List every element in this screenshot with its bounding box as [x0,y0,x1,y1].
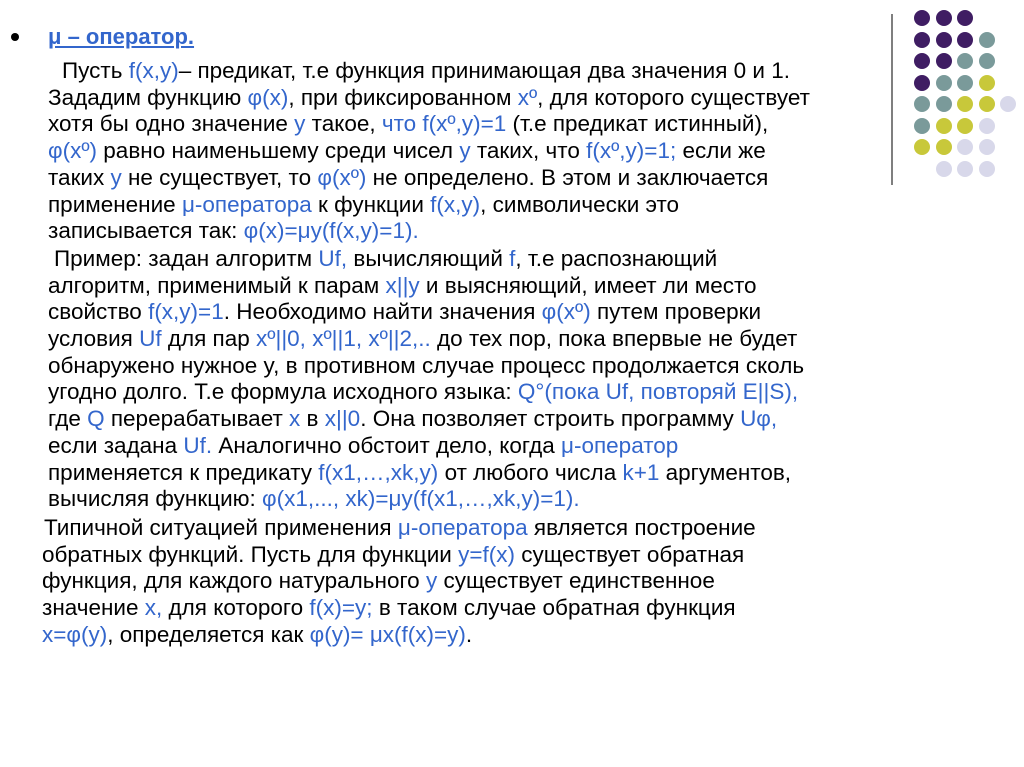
body-text: – предикат, т.е функция принимающая два значения 0 и 1. [178,58,790,83]
body-text: таких [48,164,111,190]
decorative-dot [914,118,930,134]
text-line [42,568,715,595]
body-text: Пусть [62,58,129,83]
text-line [48,326,797,353]
body-text: алгоритм, применимый к парам [48,272,386,298]
formula-text: μ-оператора [181,191,312,217]
body-text: , т.е распознающий [515,245,718,271]
text-line [42,542,744,569]
decorative-dot [936,32,952,48]
text-line [48,138,766,165]
body-text: угодно долго. Т.е формула исходного языка: [48,379,518,405]
text-line [54,246,717,273]
formula-text: x||y [385,272,420,298]
body-text: для пар [161,326,257,351]
slide-title: μ – оператор. [48,24,195,49]
decorative-dot [957,32,973,48]
decorative-dot [936,139,952,155]
formula-text: φ(y)= μx(f(x)=y) [309,621,466,647]
body-text: для которого [162,595,310,620]
body-text: свойство [48,299,149,325]
decorative-dot [979,161,995,177]
formula-text: f(x,y)=1 [148,299,224,325]
body-text: если же [676,138,766,164]
text-line [48,406,777,433]
formula-text: φ(x1,..., xk)=μy(f(x1,…,xk,y)=1). [262,486,580,512]
decorative-dot [914,32,930,48]
formula-text: μ-оператора [397,514,528,540]
body-text: . Она позволяет строить программу [360,406,741,432]
formula-text: Uφ, [740,406,778,432]
body-text: существует обратная [514,541,745,567]
text-line [44,515,756,542]
text-line [48,218,419,245]
body-text: , определяется как [107,621,310,647]
body-text: Пример: задан алгоритм [54,245,319,271]
formula-text: φ(xº) [48,138,98,164]
decorative-dot [914,75,930,91]
body-text: функция, для каждого натурального [42,568,426,594]
decorative-dot [979,139,995,155]
body-text: аргументов, [659,459,792,485]
decorative-dot [936,10,952,26]
formula-text: xº [517,84,538,110]
body-text: существует единственное [437,568,715,594]
body-text: Зададим функцию [48,84,248,110]
body-text: (т.е предикат истинный), [506,111,769,137]
decorative-dot [957,96,973,112]
formula-text: y [459,138,471,164]
decorative-dot [936,75,952,91]
formula-text: x [289,406,301,432]
decorative-dot [979,118,995,134]
body-text: обратных функций. Пусть для функции [42,541,459,567]
text-line [48,379,798,406]
body-text: , при фиксированном [288,84,518,110]
text-line [48,460,791,487]
decorative-dot [914,10,930,26]
text-line [48,433,678,460]
formula-text: f(x1,…,xk,y) [318,459,439,485]
title-row [0,24,900,54]
decorative-dot [1000,96,1016,112]
body-text: хотя бы одно значение [48,111,295,137]
body-text: в [300,406,325,432]
formula-text: y [110,164,122,190]
formula-text: φ(xº) [541,299,591,325]
body-text: где [48,406,88,432]
body-text: обнаружено нужное y, в противном случае процесс продолжается сколь [48,352,805,378]
text-line [48,192,679,219]
formula-text: f(x)=y; [309,595,373,620]
decorative-dot [979,75,995,91]
text-line [42,622,472,649]
decorative-dot [957,10,973,26]
formula-text: xº||0, xº||1, xº||2,.. [256,326,431,351]
body-text: , для которого существует [537,84,810,110]
body-text: , символически это [480,191,680,217]
body-text: и выясняющий, имеет ли место [419,272,757,298]
decorative-dot-grid [914,10,1024,170]
formula-text: x, [144,595,163,620]
decorative-dot [957,53,973,69]
body-text: в таком случае обратная функция [372,595,736,620]
formula-text: что f(xº,y)=1 [381,111,507,137]
text-line [48,85,810,112]
decorative-dot [914,96,930,112]
formula-text: f(x,y) [430,191,481,217]
formula-text: x=φ(y) [42,621,108,647]
formula-text: Q°(пока Uf, повторяй E||S), [517,379,799,405]
text-line [42,595,736,622]
formula-text: y=f(x) [458,541,515,567]
body-text: путем проверки [590,299,762,325]
body-text: к функции [311,191,431,217]
decorative-dot [979,32,995,48]
body-text: такое, [305,111,382,137]
body-text: не существует, то [121,164,318,190]
decorative-dot [936,118,952,134]
decorative-dot [957,75,973,91]
formula-text: Q [87,406,105,432]
text-line [62,58,790,85]
formula-text: x||0 [324,406,361,432]
formula-text: φ(x)=μy(f(x,y)=1). [243,218,419,244]
body-text: применяется к предикату [48,459,319,485]
formula-text: Uf [139,326,162,351]
formula-text: μ-оператор [561,432,679,458]
text-line [48,111,768,138]
body-text: значение [42,595,145,620]
decorative-dot [979,96,995,112]
formula-text: f(xº,y)=1; [586,138,677,164]
text-line [48,353,804,380]
formula-text: φ(x) [247,84,289,110]
body-text: записывается так: [48,218,244,244]
body-text: является построение [527,514,756,540]
body-text: условия [48,326,140,351]
decorative-dot [957,118,973,134]
body-text: до тех пор, пока впервые не будет [430,326,798,351]
body-text: равно наименьшему среди чисел [97,138,460,164]
body-text: если задана [48,432,184,458]
body-text: не определено. В этом и заключается [366,164,769,190]
formula-text: y [425,568,438,594]
body-text: от любого числа [438,459,623,485]
decorative-dot [914,139,930,155]
decorative-dot [936,96,952,112]
body-text: вычисляя функцию: [48,486,263,512]
body-text: Аналогично обстоит дело, когда [212,432,562,458]
body-text: . [465,621,473,647]
body-text: . Необходимо найти значения [223,299,542,325]
body-text: вычисляющий [347,245,510,271]
formula-text: y [294,111,306,137]
body-text: перерабатывает [104,406,290,432]
text-line [48,273,757,300]
decorative-dot [936,161,952,177]
formula-text: k+1 [622,459,660,485]
body-text: применение [48,191,182,217]
bullet-icon [11,33,19,41]
decorative-dot [914,53,930,69]
formula-text: Uf. [183,432,213,458]
formula-text: f [509,245,516,271]
formula-text: φ(xº) [317,164,367,190]
decorative-dot [936,53,952,69]
body-text: таких, что [470,138,587,164]
formula-text: Uf, [318,245,348,271]
body-text: Типичной ситуацией применения [44,514,398,540]
decorative-dot [957,139,973,155]
text-line [48,486,580,513]
formula-text: f(x,y) [128,58,179,83]
decorative-dot [957,161,973,177]
text-line [48,299,761,326]
decorative-dot [979,53,995,69]
text-line [48,165,768,192]
